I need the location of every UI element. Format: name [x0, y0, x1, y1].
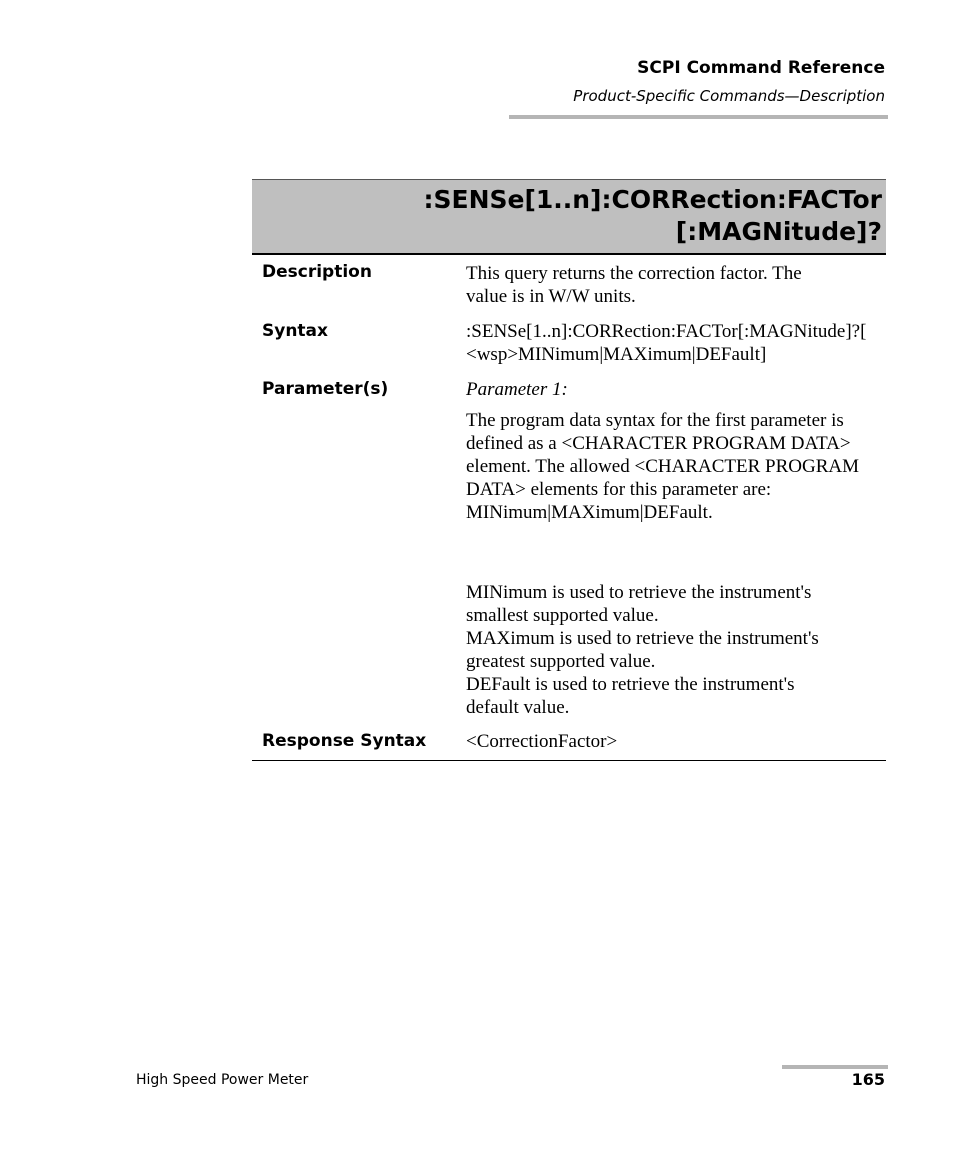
parameter-explanation-line: default value. [466, 697, 570, 718]
parameter-definition-line: DATA> elements for this parameter are: [466, 479, 772, 500]
description-line: value is in W/W units. [466, 286, 636, 307]
command-title-bar [252, 179, 886, 255]
command-title-line-2: [:MAGNitude]? [675, 217, 882, 246]
parameter-explanation-line: MINimum is used to retrieve the instrument's [466, 582, 812, 603]
description-label: Description [262, 262, 372, 282]
header-rule [509, 115, 888, 119]
syntax-line: :SENSe[1..n]:CORRection:FACTor[:MAGNitude]?[ [466, 321, 867, 342]
parameter-explanation-line: smallest supported value. [466, 605, 659, 626]
parameter-explanation-line: greatest supported value. [466, 651, 656, 672]
table-bottom-rule [252, 760, 886, 761]
parameters-label: Parameter(s) [262, 379, 389, 399]
description-line: This query returns the correction factor. The [466, 263, 802, 284]
command-title-line-1: :SENSe[1..n]:CORRection:FACTor [423, 185, 882, 214]
section-title: SCPI Command Reference [637, 58, 885, 78]
response-syntax-label: Response Syntax [262, 731, 427, 751]
parameter-explanation-line: MAXimum is used to retrieve the instrument's [466, 628, 819, 649]
response-syntax-value: <CorrectionFactor> [466, 731, 618, 752]
description-text [466, 262, 886, 308]
parameter-definition [466, 409, 886, 524]
subsection-title: Product-Specific Commands—Description [573, 87, 885, 105]
syntax-line: <wsp>MINimum|MAXimum|DEFault] [466, 344, 767, 365]
footer-product-name: High Speed Power Meter [136, 1072, 309, 1088]
parameter-definition-line: defined as a <CHARACTER PROGRAM DATA> [466, 433, 851, 454]
syntax-label: Syntax [262, 321, 328, 341]
parameter-definition-line: element. The allowed <CHARACTER PROGRAM [466, 456, 859, 477]
page-number: 165 [851, 1070, 885, 1089]
parameter-values-explanation [466, 581, 886, 719]
parameter-explanation-line: DEFault is used to retrieve the instrument's [466, 674, 795, 695]
parameter-heading: Parameter 1: [466, 379, 568, 400]
syntax-text [466, 320, 886, 366]
parameter-definition-line: The program data syntax for the first parameter is [466, 410, 844, 431]
command-title [423, 184, 882, 248]
footer-rule [782, 1065, 888, 1069]
parameter-definition-line: MINimum|MAXimum|DEFault. [466, 502, 713, 523]
